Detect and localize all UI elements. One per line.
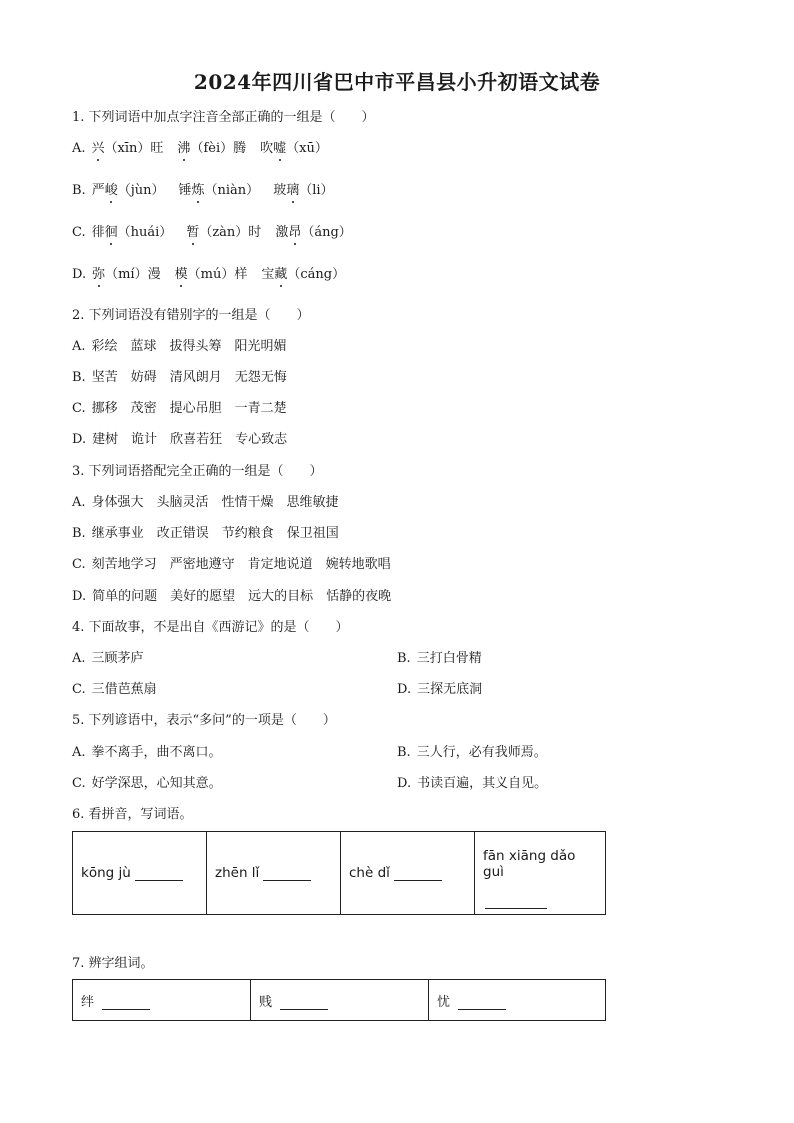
dotted-char: 藏 [274, 267, 288, 282]
word-pinyin: （cáng） [287, 267, 346, 282]
dotted-char: 模 [174, 267, 188, 282]
pinyin-cell[interactable]: zhēn lǐ [207, 832, 341, 915]
question-5-stem: 5. 下列谚语中，表示“多问”的一项是（ ） [72, 713, 336, 728]
dotted-char: 璃 [286, 183, 300, 198]
dotted-char: 峻 [104, 183, 118, 198]
word-pinyin: （jùn） [117, 183, 165, 198]
question-7-stem: 7. 辨字组词。 [72, 956, 154, 971]
question-3-option-b[interactable]: B. 继承事业 改正错误 节约粮食 保卫祖国 [72, 526, 339, 541]
answer-blank[interactable] [102, 996, 150, 1010]
dotted-char: 徊 [104, 225, 118, 240]
question-4-option-b[interactable]: B. 三打白骨精 [397, 651, 482, 666]
question-2-stem: 2. 下列词语没有错别字的一组是（ ） [72, 308, 310, 323]
pinyin-table [72, 831, 606, 915]
question-1-option-c[interactable] [72, 224, 366, 242]
option-label: B. [72, 183, 86, 198]
question-5-option-b[interactable]: B. 三人行，必有我师焉。 [397, 745, 547, 760]
pinyin-cell[interactable]: chè dǐ [341, 832, 475, 915]
pinyin-cell[interactable]: fān xiāng dǎo guì [475, 832, 606, 915]
word-group-cell[interactable]: 忧 [429, 980, 606, 1021]
question-1-option-b[interactable] [72, 182, 348, 200]
answer-blank[interactable] [135, 867, 183, 881]
option-word [273, 182, 333, 200]
question-5-option-a[interactable]: A. 拳不离手，曲不离口。 [72, 745, 222, 760]
option-label: C. [72, 225, 86, 240]
word-prefix: 玻 [273, 183, 287, 198]
dotted-char: 弥 [92, 267, 106, 282]
question-4-stem: 4. 下面故事，不是出自《西游记》的是（ ） [72, 620, 349, 635]
answer-blank[interactable] [263, 867, 311, 881]
option-word [92, 140, 164, 158]
question-4-option-d[interactable]: D. 三探无底洞 [397, 682, 483, 697]
word-pinyin: （zàn）时 [199, 225, 262, 240]
word-prefix: 激 [275, 225, 289, 240]
word-pinyin: （li） [299, 183, 334, 198]
dotted-char: 嘘 [273, 141, 287, 156]
option-word [186, 224, 261, 242]
answer-blank[interactable] [394, 867, 442, 881]
question-5-option-d[interactable]: D. 书读百遍，其义自见。 [397, 776, 548, 791]
question-5-option-c[interactable]: C. 好学深思，心知其意。 [72, 776, 222, 791]
option-label: A. [72, 141, 86, 156]
dotted-char: 暂 [186, 225, 200, 240]
word-pinyin: （huái） [117, 225, 173, 240]
word-prefix: 徘 [91, 225, 105, 240]
option-word [92, 224, 173, 242]
question-4-option-c[interactable]: C. 三借芭蕉扇 [72, 682, 157, 697]
question-1-option-a[interactable] [72, 140, 342, 158]
word-prefix: 吹 [260, 141, 274, 156]
dotted-char: 兴 [91, 141, 105, 156]
question-3-option-a[interactable]: A. 身体强大 头脑灵活 性情干燥 思维敏捷 [72, 495, 339, 510]
word-pinyin: （fèi）腾 [190, 141, 247, 156]
question-2-option-b[interactable]: B. 坚苦 妨碍 清风朗月 无怨无悔 [72, 370, 287, 385]
word-group-cell[interactable]: 绊 [73, 980, 251, 1021]
word-pinyin: （xū） [286, 141, 328, 156]
exam-title: 2024年四川省巴中市平昌县小升初语文试卷 [193, 70, 601, 94]
dotted-char: 沸 [177, 141, 191, 156]
word-group-cell[interactable]: 贱 [251, 980, 429, 1021]
word-prefix: 锤 [178, 183, 192, 198]
dotted-char: 昂 [288, 225, 302, 240]
pinyin-cell[interactable]: kōng jù [73, 832, 207, 915]
question-2-option-d[interactable]: D. 建树 诡计 欣喜若狂 专心致志 [72, 432, 288, 447]
option-word [92, 182, 165, 200]
option-label: D. [72, 267, 87, 282]
question-3-option-c[interactable]: C. 刻苦地学习 严密地遵守 肯定地说道 婉转地歌唱 [72, 557, 391, 572]
word-pinyin: （áng） [301, 225, 352, 240]
word-group-table [72, 979, 606, 1021]
option-word [261, 266, 345, 284]
option-word [179, 182, 260, 200]
word-pinyin: （mí）漫 [105, 267, 161, 282]
answer-blank[interactable] [458, 996, 506, 1010]
option-word [260, 140, 328, 158]
word-pinyin: （xīn）旺 [104, 141, 164, 156]
answer-blank[interactable] [280, 996, 328, 1010]
question-4-option-a[interactable]: A. 三顾茅庐 [72, 651, 144, 666]
question-3-stem: 3. 下列词语搭配完全正确的一组是（ ） [72, 464, 323, 479]
question-6-stem: 6. 看拼音，写词语。 [72, 807, 193, 822]
question-1-option-d[interactable] [72, 266, 359, 284]
word-pinyin: （niàn） [204, 183, 260, 198]
dotted-char: 炼 [191, 183, 205, 198]
question-3-option-d[interactable]: D. 简单的问题 美好的愿望 远大的目标 恬静的夜晚 [72, 589, 392, 604]
question-1-stem: 1. 下列词语中加点字注音全部正确的一组是（ ） [72, 110, 375, 125]
question-2-option-a[interactable]: A. 彩绘 蓝球 拔得头筹 阳光明媚 [72, 339, 287, 354]
option-word [177, 140, 246, 158]
option-word [275, 224, 351, 242]
option-word [92, 266, 161, 284]
question-2-option-c[interactable]: C. 挪移 茂密 提心吊胆 一青二楚 [72, 401, 287, 416]
word-pinyin: （mú）样 [187, 267, 248, 282]
word-prefix: 严 [91, 183, 105, 198]
answer-blank[interactable] [485, 895, 547, 909]
option-word [175, 266, 248, 284]
word-prefix: 宝 [261, 267, 275, 282]
